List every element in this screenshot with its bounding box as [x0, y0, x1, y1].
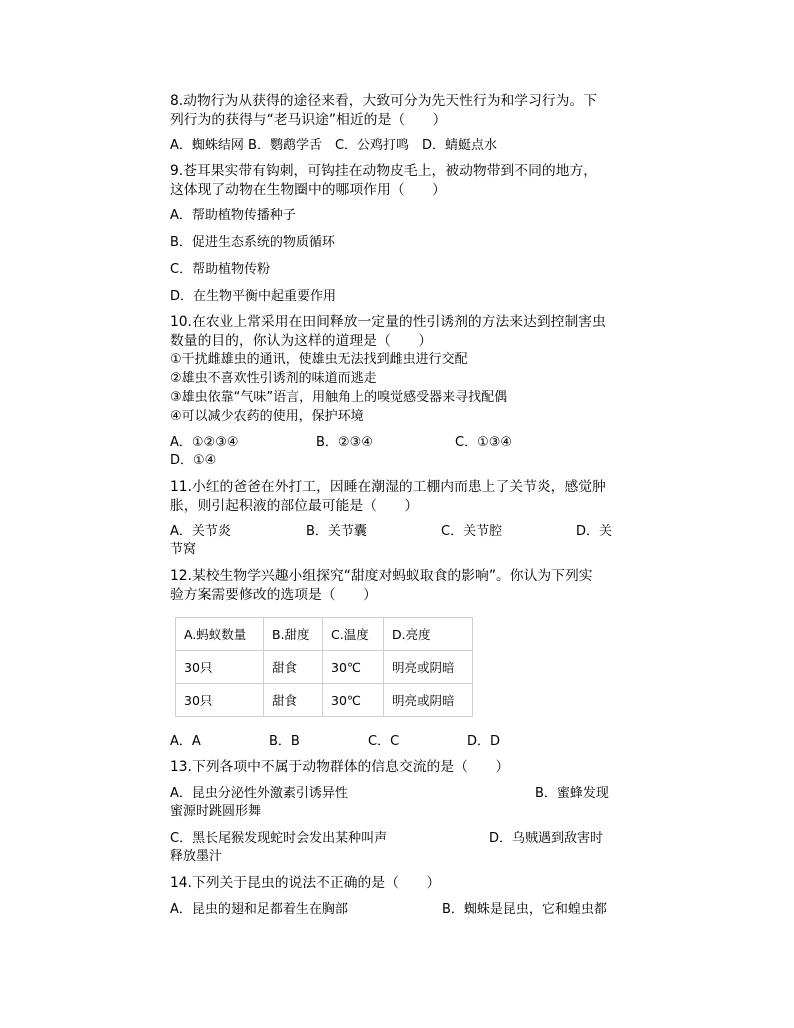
q11-option-b: B．关节囊: [306, 524, 367, 539]
q9-option-b: B．促进生态系统的物质循环: [170, 235, 335, 250]
table-cell: 甜食: [264, 651, 323, 684]
q9-option-a: A．帮助植物传播种子: [170, 208, 296, 223]
q9-stem-line1: 9.苍耳果实带有钩刺，可钩挂在动物皮毛上，被动物带到不同的地方，: [170, 163, 598, 179]
q13-stem: 13.下列各项中不属于动物群体的信息交流的是（ ）: [170, 759, 510, 775]
table-cell: 30只: [176, 651, 264, 684]
table-cell: 明亮或阴暗: [384, 684, 473, 717]
q11-option-d-part1: D．关: [576, 524, 613, 539]
q13-option-d-part1: D．乌贼遇到敌害时: [489, 831, 604, 846]
q11-stem-line2: 胀，则引起积液的部位最可能是（ ）: [170, 498, 419, 514]
q9-option-c: C．帮助植物传粉: [170, 262, 271, 277]
q13-option-d-part2: 释放墨汁: [170, 849, 223, 864]
q12-experiment-table: [175, 617, 473, 717]
table-row: [176, 651, 473, 684]
table-header-row: [176, 618, 473, 651]
q8-options: A．蜘蛛结网 B．鹦鹉学舌 C．公鸡打鸣 D．蜻蜓点水: [170, 138, 498, 153]
q14-option-b: B．蜘蛛是昆虫，它和蝗虫都: [442, 902, 607, 917]
q11-option-c: C．关节腔: [441, 524, 503, 539]
table-header-cell: C.温度: [323, 618, 384, 651]
q10-statement-2: ②雄虫不喜欢性引诱剂的味道而逃走: [170, 371, 377, 386]
q11-option-a: A．关节炎: [170, 524, 231, 539]
q12-option-a: A．A: [170, 734, 201, 749]
q10-option-c: C．①③④: [455, 435, 513, 450]
q10-option-b: B．②③④: [316, 435, 373, 450]
q9-option-d: D．在生物平衡中起重要作用: [170, 289, 337, 304]
q10-statement-1: ①干扰雌雄虫的通讯，使雄虫无法找到雌虫进行交配: [170, 352, 468, 367]
q12-option-c: C．C: [368, 734, 400, 749]
q12-stem-line2: 验方案需要修改的选项是（ ）: [170, 587, 377, 603]
q12-option-b: B．B: [269, 734, 300, 749]
q14-option-a: A．昆虫的翅和足都着生在胸部: [170, 902, 348, 917]
table-header-cell: A.蚂蚁数量: [176, 618, 264, 651]
q13-option-c: C．黑长尾猴发现蛇时会发出某种叫声: [170, 831, 388, 846]
table-cell: 30℃: [323, 684, 384, 717]
q9-stem-line2: 这体现了动物在生物圈中的哪项作用（ ）: [170, 182, 446, 198]
q11-option-d-part2: 节窝: [170, 542, 197, 557]
q10-stem-line1: 10.在农业上常采用在田间释放一定量的性引诱剂的方法来达到控制害虫: [170, 314, 606, 330]
q10-stem-line2: 数量的目的，你认为这样的道理是（ ）: [170, 333, 433, 349]
q13-option-b-part2: 蜜源时跳圆形舞: [170, 804, 262, 819]
q10-statement-4: ④可以减少农药的使用，保护环境: [170, 409, 364, 424]
table-cell: 30只: [176, 684, 264, 717]
q10-option-d: D．①④: [170, 453, 217, 468]
q13-option-b-part1: B．蜜蜂发现: [535, 786, 609, 801]
q11-stem-line1: 11.小红的爸爸在外打工，因睡在潮湿的工棚内而患上了关节炎，感觉肿: [170, 479, 606, 495]
q12-option-d: D．D: [467, 734, 501, 749]
q13-option-a: A．昆虫分泌性外激素引诱异性: [170, 786, 348, 801]
q8-stem-line1: 8.动物行为从获得的途径来看，大致可分为先天性行为和学习行为。下: [170, 93, 598, 109]
table-header-cell: D.亮度: [384, 618, 473, 651]
q14-stem: 14.下列关于昆虫的说法不正确的是（ ）: [170, 875, 441, 891]
q12-stem-line1: 12.某校生物学兴趣小组探究“甜度对蚂蚁取食的影响”。你认为下列实: [170, 568, 593, 584]
q10-statement-3: ③雄虫依靠“气味”语言，用触角上的嗅觉感受器来寻找配偶: [170, 390, 508, 405]
q10-option-a: A．①②③④: [170, 435, 239, 450]
table-header-cell: B.甜度: [264, 618, 323, 651]
q8-stem-line2: 列行为的获得与“老马识途”相近的是（ ）: [170, 112, 447, 128]
table-cell: 明亮或阴暗: [384, 651, 473, 684]
table-row: [176, 684, 473, 717]
table-cell: 甜食: [264, 684, 323, 717]
table-cell: 30℃: [323, 651, 384, 684]
